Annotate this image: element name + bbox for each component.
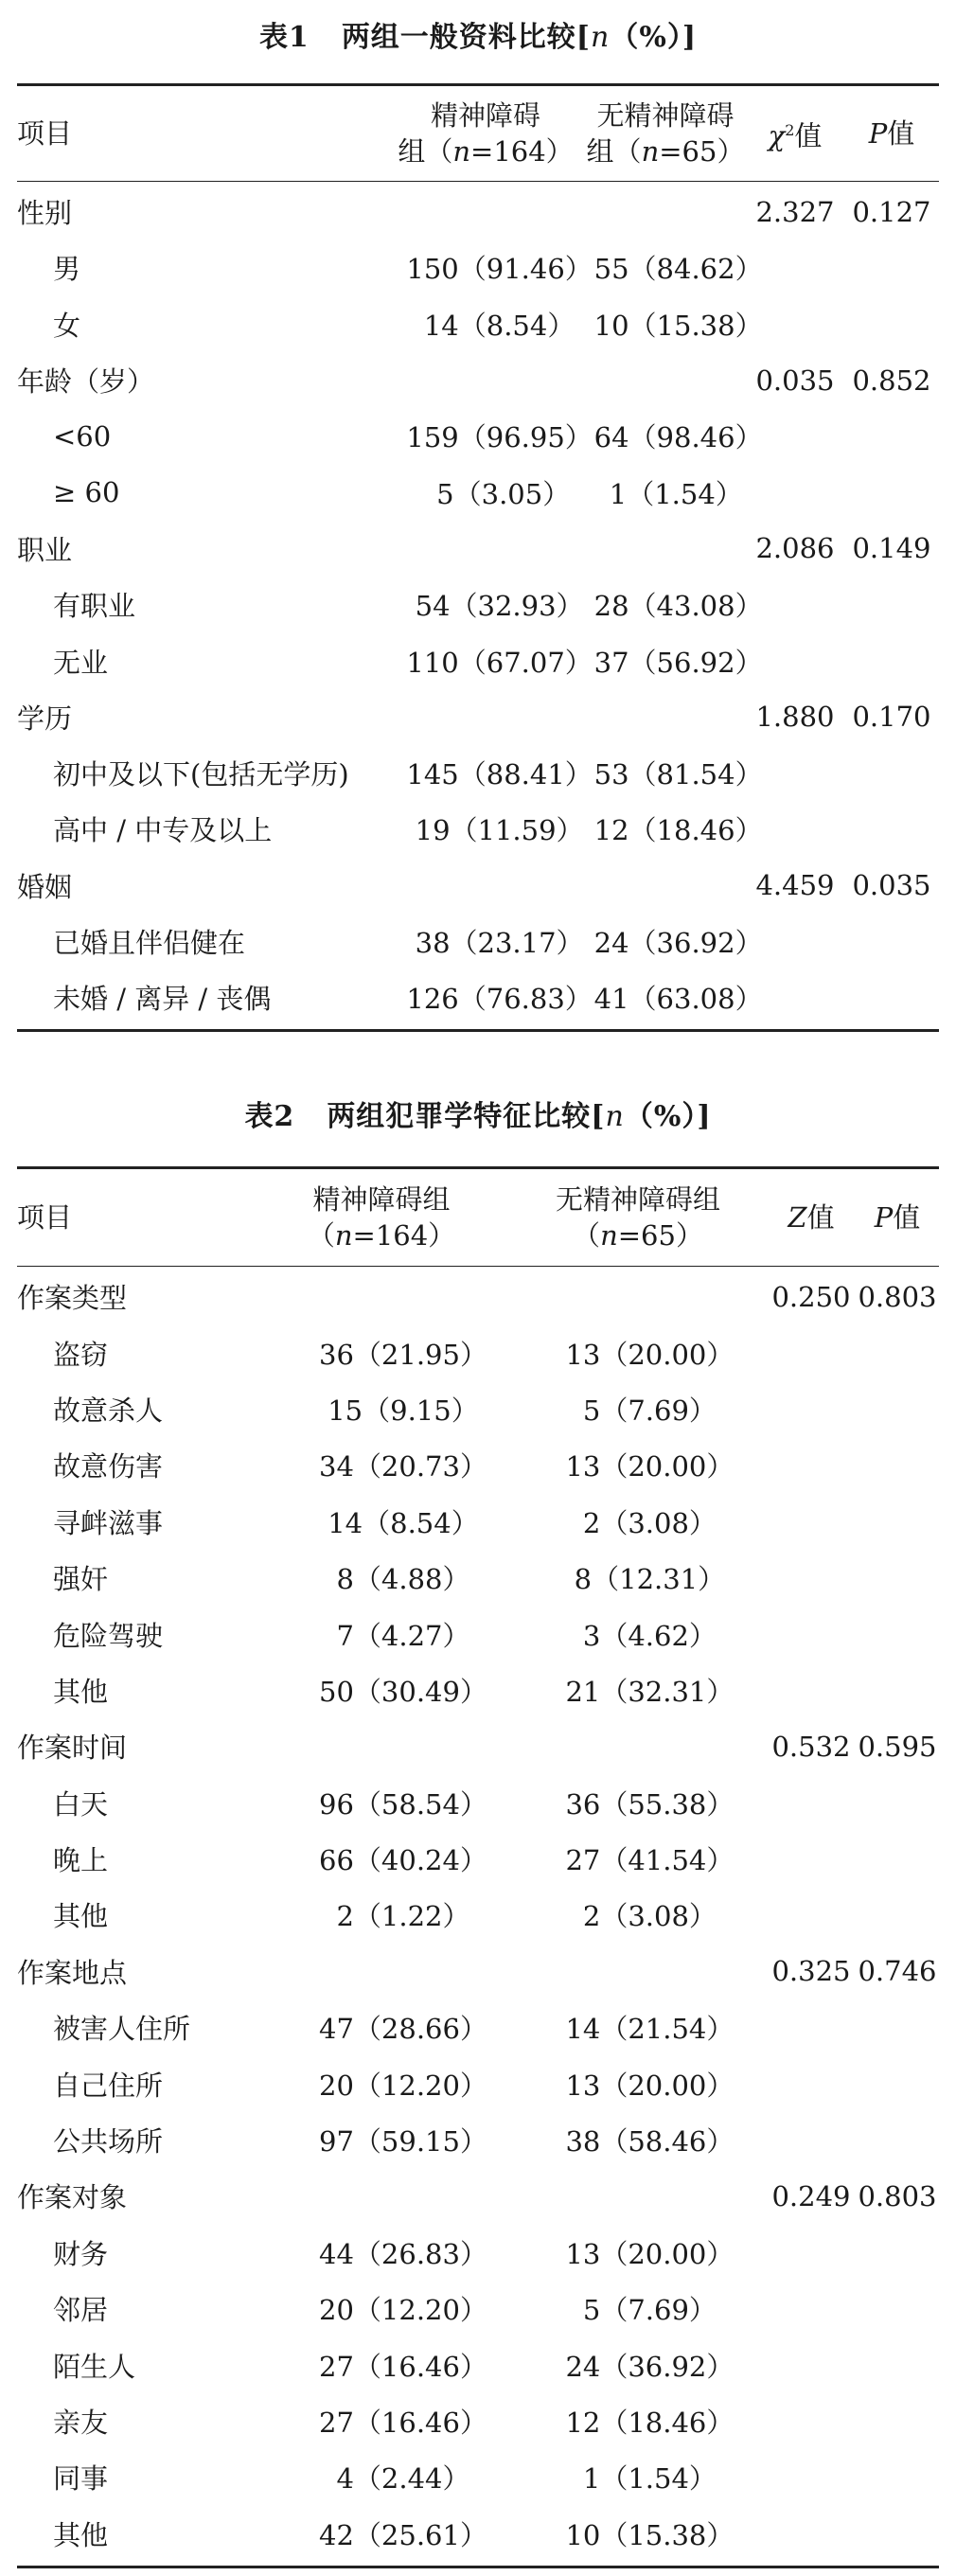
row-label: 自己住所 — [53, 2069, 164, 2102]
cell-group-2: 24（36.92） — [593, 927, 763, 959]
table-1-title: 两组一般资料比较[ — [341, 21, 592, 54]
table-row — [17, 2449, 939, 2505]
cell-group-1: 38（23.17） — [415, 927, 584, 959]
table-2-number: 表2 — [244, 1100, 295, 1133]
header-group-2-line1: 无精神障碍组 — [555, 1183, 720, 1216]
table-row — [17, 1381, 939, 1437]
row-label: 强奸 — [53, 1563, 109, 1596]
header-stat: $\chi^2$值 — [768, 119, 823, 152]
cell-group-2: 1（1.54） — [609, 477, 743, 510]
group-row — [17, 184, 939, 240]
cell-p: 0.803 — [858, 2179, 937, 2212]
cell-group-1: 27（16.46） — [319, 2407, 487, 2439]
group-row — [17, 858, 939, 914]
table-row — [17, 1887, 939, 1943]
table-row — [17, 1999, 939, 2055]
cell-group-1: 66（40.24） — [319, 1844, 487, 1877]
cell-p: 0.149 — [852, 532, 931, 565]
table-1-number: 表1 — [258, 21, 310, 54]
row-label: 其他 — [53, 1675, 109, 1708]
table-2-title-n: n — [605, 1100, 625, 1133]
header-group-1-line1: 精神障碍组 — [312, 1183, 451, 1216]
table-row — [17, 1550, 939, 1606]
table-row — [17, 464, 939, 520]
header-group-1-line2: （n=164） — [307, 1219, 456, 1252]
row-label: 故意杀人 — [53, 1394, 164, 1427]
row-label: 故意伤害 — [53, 1450, 164, 1483]
table-row — [17, 408, 939, 464]
cell-group-2: 64（98.46） — [593, 421, 763, 454]
header-item: 项目 — [17, 1201, 73, 1234]
cell-group-1: 14（8.54） — [423, 309, 575, 342]
cell-group-1: 126（76.83） — [406, 983, 593, 1016]
cell-group-1: 50（30.49） — [319, 1675, 487, 1708]
cell-stat: 2.327 — [755, 195, 835, 228]
cell-group-2: 13（20.00） — [565, 2237, 735, 2270]
table-row — [17, 577, 939, 632]
cell-group-2: 13（20.00） — [565, 1450, 735, 1483]
cell-group-2: 53（81.54） — [593, 758, 763, 791]
cell-group-1: 36（21.95） — [319, 1338, 487, 1371]
cell-group-1: 19（11.59） — [415, 814, 584, 847]
row-label: 年龄（岁） — [17, 365, 155, 399]
cell-group-2: 28（43.08） — [593, 590, 763, 623]
cell-group-1: 159（96.95） — [406, 421, 593, 454]
header-group-1-line1: 精神障碍 — [430, 99, 540, 132]
header-group-2-line2: 组（n=65） — [586, 135, 745, 168]
cell-group-1: 150（91.46） — [406, 253, 593, 286]
cell-group-1: 20（12.20） — [319, 2294, 487, 2327]
row-label: 同事 — [53, 2462, 109, 2496]
cell-group-2: 38（58.46） — [565, 2125, 735, 2159]
cell-group-1: 96（58.54） — [319, 1787, 487, 1821]
table-row — [17, 1831, 939, 1887]
row-label: 晚上 — [53, 1844, 109, 1877]
table-row — [17, 240, 939, 295]
cell-group-1: 14（8.54） — [328, 1506, 479, 1539]
row-label: 未婚 / 离异 / 丧偶 — [53, 983, 272, 1016]
table-row — [17, 1606, 939, 1661]
cell-group-1: 47（28.66） — [319, 2013, 487, 2046]
cell-group-2: 24（36.92） — [565, 2350, 735, 2383]
row-label: 其他 — [53, 2518, 109, 2551]
table-row — [17, 2393, 939, 2449]
cell-p: 0.170 — [852, 701, 931, 734]
row-label: 其他 — [53, 1900, 109, 1933]
cell-group-2: 13（20.00） — [565, 1338, 735, 1371]
table-2-title: 两组犯罪学特征比较[ — [327, 1100, 606, 1133]
header-stat: Z值 — [788, 1201, 835, 1234]
header-group-1-line2: 组（n=164） — [398, 135, 574, 168]
cell-group-1: 15（9.15） — [328, 1394, 479, 1427]
cell-group-2: 10（15.38） — [593, 309, 763, 342]
row-label: 初中及以下(包括无学历) — [53, 758, 349, 791]
header-group-2-line2: （n=65） — [573, 1219, 703, 1252]
table-1-title-n: n — [591, 21, 611, 54]
row-label: 女 — [53, 309, 81, 342]
table-2-title-tail: （%）] — [624, 1100, 712, 1133]
row-label: 盗窃 — [53, 1338, 109, 1371]
row-label: 公共场所 — [53, 2125, 164, 2159]
row-label: 被害人住所 — [53, 2013, 191, 2046]
cell-stat: 0.325 — [771, 1955, 851, 1988]
table-1-title-tail: （%）] — [610, 21, 698, 54]
header-p: P值 — [868, 117, 915, 150]
table-2 — [17, 1089, 939, 2568]
cell-p: 0.746 — [858, 1955, 937, 1988]
cell-stat: 0.249 — [771, 2179, 851, 2212]
row-label: 作案类型 — [17, 1282, 128, 1315]
cell-group-1: 4（2.44） — [336, 2462, 470, 2496]
cell-p: 0.127 — [852, 195, 931, 228]
table-row — [17, 801, 939, 857]
row-label: 财务 — [53, 2237, 109, 2270]
table-row — [17, 2055, 939, 2111]
cell-group-1: 110（67.07） — [406, 646, 593, 679]
cell-group-1: 54（32.93） — [415, 590, 584, 623]
cell-group-2: 12（18.46） — [593, 814, 763, 847]
cell-group-1: 44（26.83） — [319, 2237, 487, 2270]
cell-stat: 0.532 — [771, 1730, 851, 1763]
cell-group-2: 2（3.08） — [582, 1900, 717, 1933]
cell-group-1: 97（59.15） — [319, 2125, 487, 2159]
group-row — [17, 1269, 939, 1324]
cell-p: 0.035 — [852, 869, 931, 902]
table-2-header-row — [17, 1169, 939, 1266]
row-label: <60 — [53, 419, 112, 453]
group-row — [17, 1944, 939, 1999]
header-group-2-line1: 无精神障碍 — [596, 99, 735, 132]
row-label: 亲友 — [53, 2407, 109, 2439]
cell-group-1: 20（12.20） — [319, 2069, 487, 2102]
row-label: 已婚且伴侣健在 — [53, 927, 246, 959]
cell-group-2: 8（12.31） — [574, 1563, 726, 1596]
row-label: 作案时间 — [17, 1732, 128, 1765]
cell-stat: 1.880 — [755, 701, 835, 734]
header-group-1 — [254, 1181, 509, 1253]
table-1 — [17, 9, 939, 1032]
table-row — [17, 296, 939, 352]
cell-group-1: 7（4.27） — [336, 1619, 470, 1652]
table-row — [17, 1494, 939, 1550]
cell-stat: 2.086 — [755, 532, 835, 565]
cell-group-1: 145（88.41） — [406, 758, 593, 791]
group-row — [17, 1718, 939, 1774]
row-label: 白天 — [53, 1787, 109, 1821]
group-row — [17, 689, 939, 745]
cell-stat: 4.459 — [755, 869, 835, 902]
row-label: 职业 — [17, 533, 73, 566]
table-row — [17, 1324, 939, 1380]
table-row — [17, 2336, 939, 2392]
cell-group-1: 2（1.22） — [336, 1900, 470, 1933]
row-label: 邻居 — [53, 2294, 109, 2327]
table-1-caption — [17, 9, 939, 66]
row-label: 学历 — [17, 702, 73, 735]
group-row — [17, 352, 939, 408]
row-label: ≥ 60 — [53, 476, 120, 509]
cell-p: 0.803 — [858, 1280, 937, 1313]
table-2-bottom-rule — [17, 2566, 939, 2568]
header-p: P值 — [874, 1201, 921, 1234]
table-row — [17, 1437, 939, 1493]
cell-group-1: 34（20.73） — [319, 1450, 487, 1483]
cell-group-2: 5（7.69） — [582, 2294, 717, 2327]
table-row — [17, 1662, 939, 1718]
table-2-caption — [17, 1089, 939, 1146]
table-row — [17, 632, 939, 688]
row-label: 无业 — [53, 646, 109, 679]
cell-group-2: 14（21.54） — [565, 2013, 735, 2046]
cell-group-2: 1（1.54） — [582, 2462, 717, 2496]
header-item: 项目 — [17, 117, 73, 150]
cell-group-2: 55（84.62） — [593, 253, 763, 286]
cell-p: 0.595 — [858, 1730, 937, 1763]
table-row — [17, 745, 939, 801]
table-row — [17, 2281, 939, 2336]
header-group-1 — [386, 98, 585, 169]
table-row — [17, 969, 939, 1025]
table-1-bottom-rule — [17, 1029, 939, 1032]
cell-group-2: 10（15.38） — [565, 2518, 735, 2551]
row-label: 危险驾驶 — [53, 1619, 164, 1652]
table-row — [17, 1775, 939, 1831]
cell-p: 0.852 — [852, 364, 931, 397]
cell-group-1: 8（4.88） — [336, 1563, 470, 1596]
cell-group-2: 5（7.69） — [582, 1394, 717, 1427]
table-2-body — [17, 1267, 939, 2566]
table-1-header-row — [17, 86, 939, 181]
cell-group-2: 37（56.92） — [593, 646, 763, 679]
cell-group-1: 42（25.61） — [319, 2518, 487, 2551]
table-row — [17, 2506, 939, 2562]
row-label: 有职业 — [53, 590, 136, 623]
cell-group-2: 12（18.46） — [565, 2407, 735, 2439]
header-group-2 — [585, 98, 746, 169]
row-label: 作案地点 — [17, 1956, 128, 1989]
row-label: 高中 / 中专及以上 — [53, 814, 273, 847]
table-row — [17, 2112, 939, 2168]
row-label: 陌生人 — [53, 2350, 136, 2383]
cell-group-1: 5（3.05） — [436, 477, 571, 510]
cell-group-2: 27（41.54） — [565, 1844, 735, 1877]
header-group-2 — [509, 1181, 767, 1253]
cell-group-1: 27（16.46） — [319, 2350, 487, 2383]
cell-group-2: 13（20.00） — [565, 2069, 735, 2102]
row-label: 寻衅滋事 — [53, 1506, 164, 1539]
row-label: 男 — [53, 253, 81, 286]
cell-group-2: 36（55.38） — [565, 1787, 735, 1821]
cell-group-2: 41（63.08） — [593, 983, 763, 1016]
table-1-body — [17, 182, 939, 1029]
cell-group-2: 2（3.08） — [582, 1506, 717, 1539]
group-row — [17, 2168, 939, 2224]
cell-stat: 0.035 — [755, 364, 835, 397]
row-label: 作案对象 — [17, 2181, 128, 2214]
group-row — [17, 521, 939, 577]
cell-group-2: 21（32.31） — [565, 1675, 735, 1708]
table-row — [17, 2225, 939, 2281]
cell-group-2: 3（4.62） — [582, 1619, 717, 1652]
row-label: 性别 — [17, 197, 73, 230]
table-row — [17, 914, 939, 969]
row-label: 婚姻 — [17, 870, 73, 903]
cell-stat: 0.250 — [771, 1280, 851, 1313]
